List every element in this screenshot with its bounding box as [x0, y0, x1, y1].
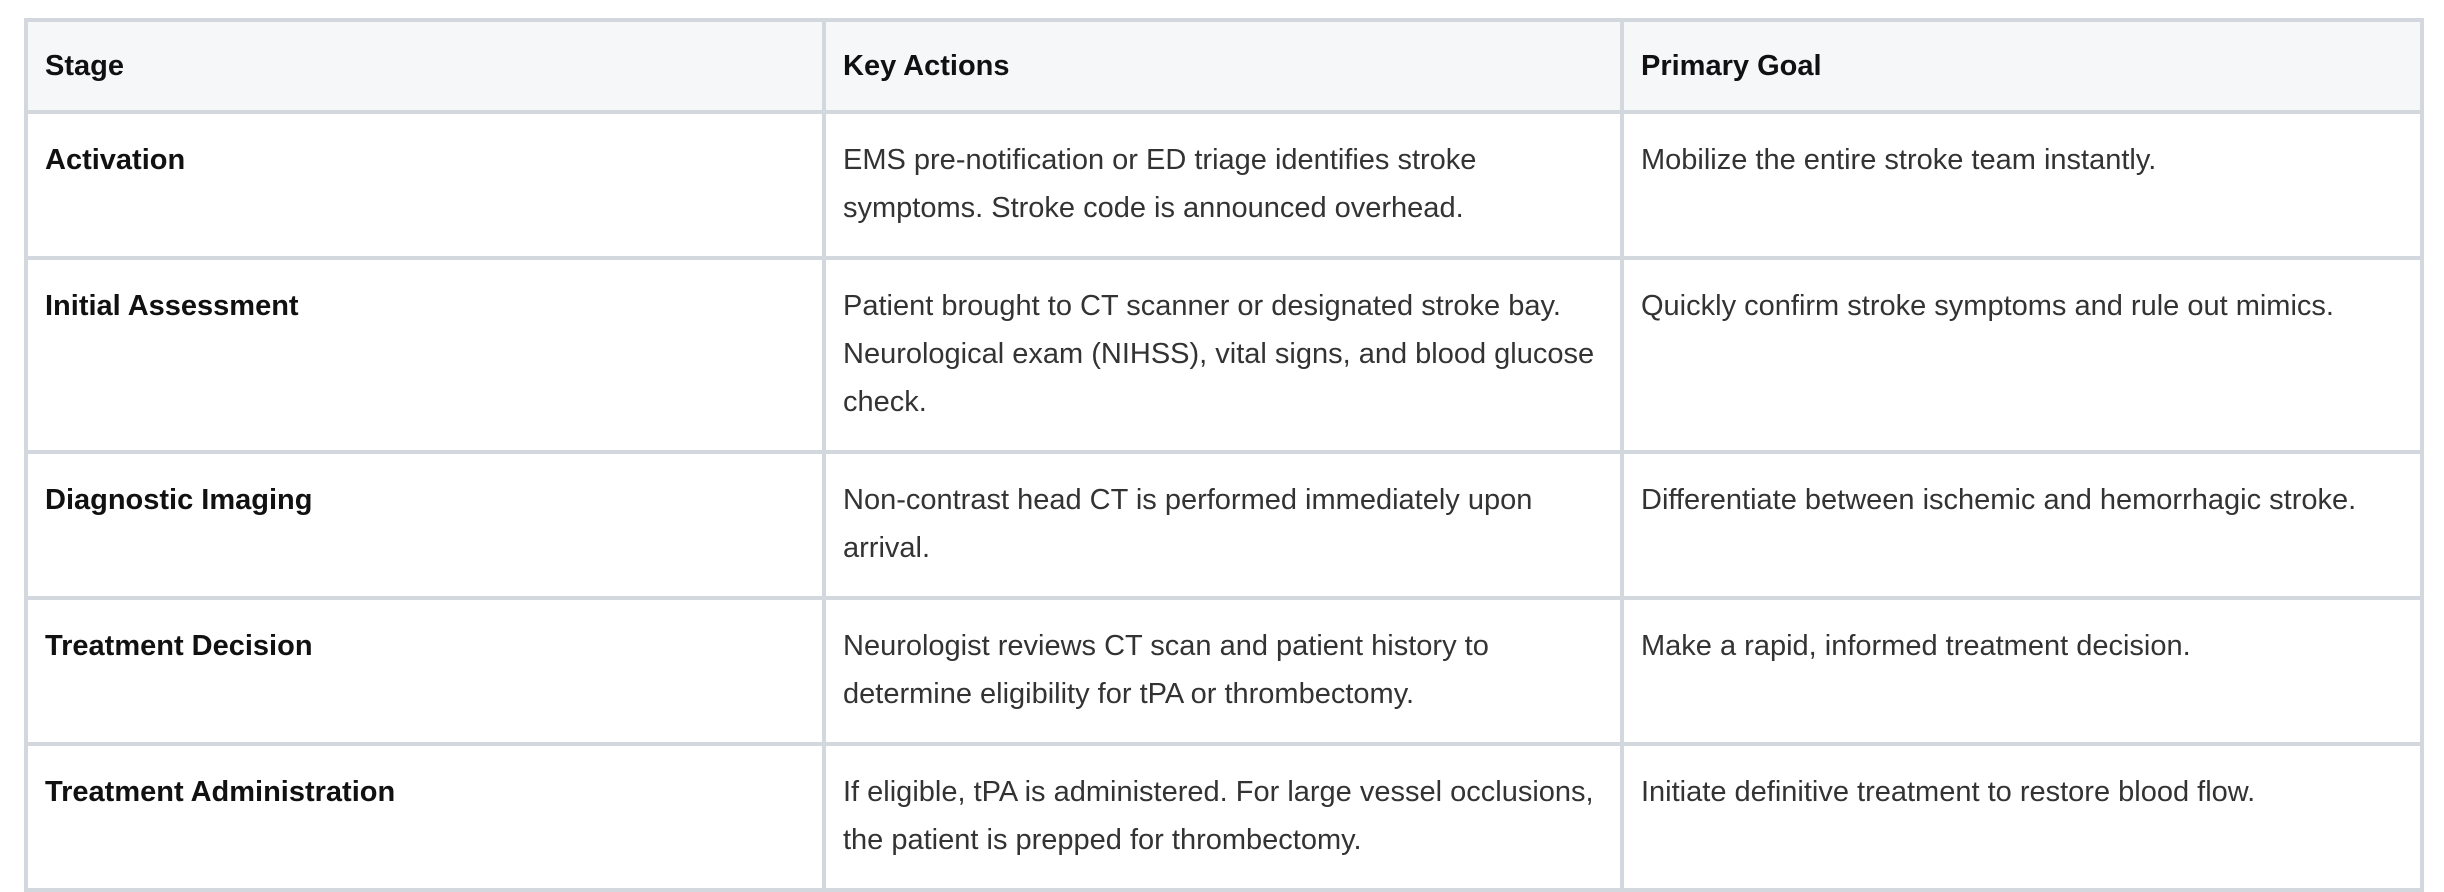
table-header [26, 20, 2422, 112]
header-primary-goal: Primary Goal [1622, 20, 2422, 112]
stroke-protocol-table-container [24, 18, 2420, 892]
table-row [26, 258, 2422, 452]
primary-goal-cell: Mobilize the entire stroke team instantly. [1622, 112, 2422, 258]
stroke-protocol-table [24, 18, 2424, 892]
table-row [26, 598, 2422, 744]
table-row [26, 112, 2422, 258]
stage-cell: Initial Assessment [26, 258, 824, 452]
key-actions-cell: If eligible, tPA is administered. For large vessel occlusions, the patient is prepped for thrombectomy. [824, 744, 1622, 890]
stage-cell: Activation [26, 112, 824, 258]
stage-cell: Treatment Decision [26, 598, 824, 744]
stage-cell: Treatment Administration [26, 744, 824, 890]
table-body [26, 112, 2422, 890]
header-row [26, 20, 2422, 112]
header-stage: Stage [26, 20, 824, 112]
table-row [26, 452, 2422, 598]
key-actions-cell: EMS pre-notification or ED triage identifies stroke symptoms. Stroke code is announced overhead. [824, 112, 1622, 258]
key-actions-cell: Non-contrast head CT is performed immediately upon arrival. [824, 452, 1622, 598]
header-key-actions: Key Actions [824, 20, 1622, 112]
stage-cell: Diagnostic Imaging [26, 452, 824, 598]
primary-goal-cell: Quickly confirm stroke symptoms and rule out mimics. [1622, 258, 2422, 452]
table-row [26, 744, 2422, 890]
primary-goal-cell: Differentiate between ischemic and hemorrhagic stroke. [1622, 452, 2422, 598]
key-actions-cell: Neurologist reviews CT scan and patient history to determine eligibility for tPA or thrombectomy. [824, 598, 1622, 744]
key-actions-cell: Patient brought to CT scanner or designated stroke bay. Neurological exam (NIHSS), vital signs, and blood glucose check. [824, 258, 1622, 452]
primary-goal-cell: Initiate definitive treatment to restore blood flow. [1622, 744, 2422, 890]
primary-goal-cell: Make a rapid, informed treatment decision. [1622, 598, 2422, 744]
